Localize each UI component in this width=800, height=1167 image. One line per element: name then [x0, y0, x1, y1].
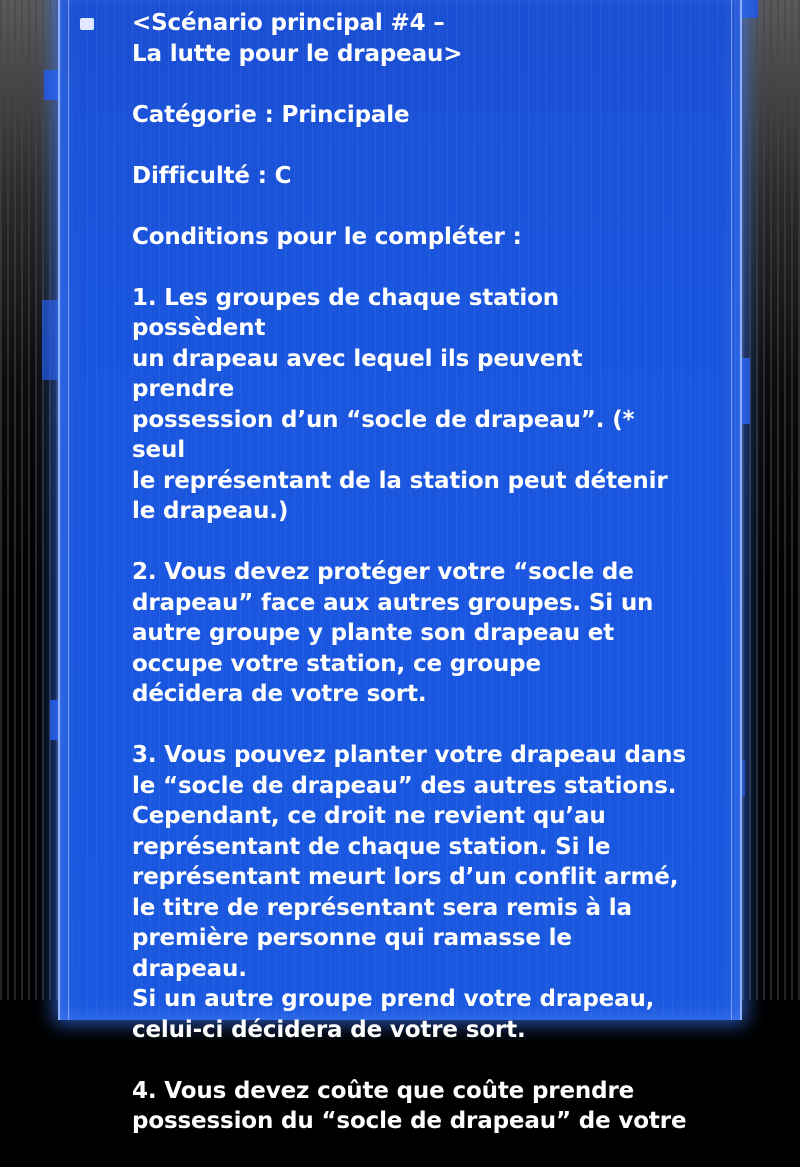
condition-item: 4. Vous devez coûte que coûte prendre possession du “socle de drapeau” de votre: [132, 1077, 687, 1134]
scenario-difficulty: Difficulté : C: [132, 162, 292, 189]
condition-item: 2. Vous devez protéger votre “socle de drapeau” face aux autres groupes. Si un autre groupe y plante son drapeau et occupe votre station, ce groupe décidera de votre sort.: [132, 559, 654, 707]
scenario-category: Catégorie : Principale: [132, 101, 410, 128]
condition-item: 1. Les groupes de chaque station possèdent un drapeau avec lequel ils peuvent prendre possession d’un “socle de drapeau”. (* seul le représentant de la station peut détenir le drapeau.): [132, 284, 668, 524]
scenario-window: [58, 0, 742, 1134]
conditions-heading: Conditions pour le compléter :: [132, 223, 522, 250]
glitch-block: [44, 70, 58, 100]
scenario-text: [132, 8, 692, 1167]
scenario-title: <Scénario principal #4 – La lutte pour le drapeau>: [132, 10, 463, 67]
condition-item: 3. Vous pouvez planter votre drapeau dans le “socle de drapeau” des autres stations. Cependant, ce droit ne revient qu’au représentant de chaque station. Si le représentant meurt lors d’un conflit armé, le titre de représentant sera remis à la première personne qui ramasse le drapeau. Si un autre groupe prend votre drapeau, celui-ci décidera de votre sort.: [132, 742, 686, 1043]
glitch-block: [740, 0, 758, 18]
drag-handle[interactable]: [80, 18, 94, 30]
